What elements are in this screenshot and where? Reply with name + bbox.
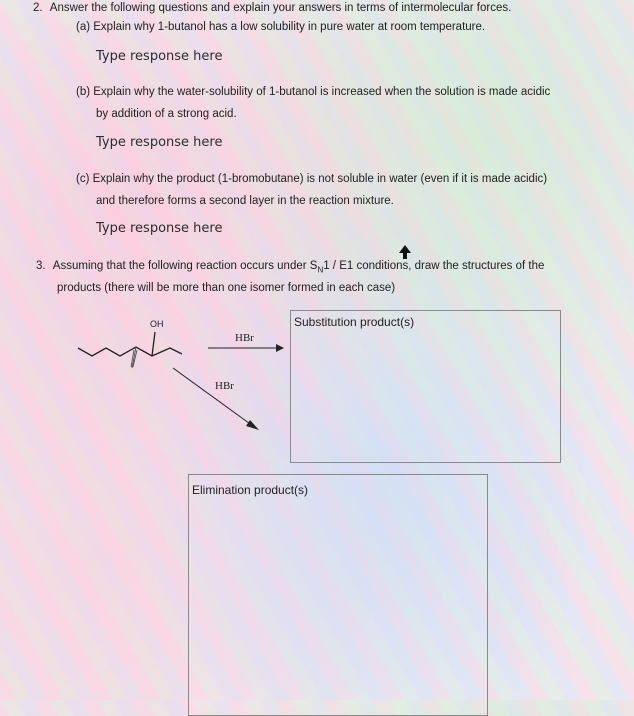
wedge-bond [131, 347, 137, 368]
question-3-line1 [36, 258, 544, 278]
arrowhead-right [276, 344, 284, 352]
response-field-2c[interactable]: Type response here [96, 221, 223, 236]
question-3-text-b: 1 / E1 conditions, draw the structures of the [323, 260, 545, 272]
subscript-n: N [317, 265, 324, 275]
elimination-label: Elimination product(s) [192, 483, 309, 497]
reaction-scheme [70, 310, 285, 435]
response-field-2a[interactable]: Type response here [96, 49, 223, 64]
substitution-answer-box[interactable] [290, 310, 561, 463]
starting-material-skeletal [78, 332, 182, 356]
substitution-label: Substitution product(s) [294, 315, 415, 329]
reagent-label-bottom: HBr [215, 380, 234, 392]
question-text: Answer the following questions and explain your answers in terms of intermolecular forces. [49, 2, 512, 14]
elimination-answer-box[interactable] [188, 474, 488, 716]
question-2a-text: (a) Explain why 1-butanol has a low solubility in pure water at room temperature. [76, 21, 486, 33]
question-2c-line2: and therefore forms a second layer in the reaction mixture. [96, 195, 394, 207]
response-field-2b[interactable]: Type response here [96, 135, 223, 150]
reaction-arrow-diagonal [173, 368, 253, 426]
question-2c-line1: (c) Explain why the product (1-bromobutane) is not soluble in water (even if it is made acidic) [76, 173, 548, 185]
question-2 [33, 0, 511, 16]
oh-label: OH [150, 319, 164, 329]
question-3-text-a: Assuming that the following reaction occurs under S [52, 260, 318, 272]
reagent-label-top: HBr [235, 332, 254, 344]
question-2b-line1: (b) Explain why the water-solubility of 1-butanol is increased when the solution is made acidic [76, 86, 551, 98]
question-number: 3. [36, 260, 46, 272]
arrowhead-diagonal [246, 420, 259, 430]
question-number: 2. [33, 2, 43, 14]
question-3-line2: products (there will be more than one isomer formed in each case) [57, 282, 396, 294]
question-2b-line2: by addition of a strong acid. [96, 108, 237, 120]
